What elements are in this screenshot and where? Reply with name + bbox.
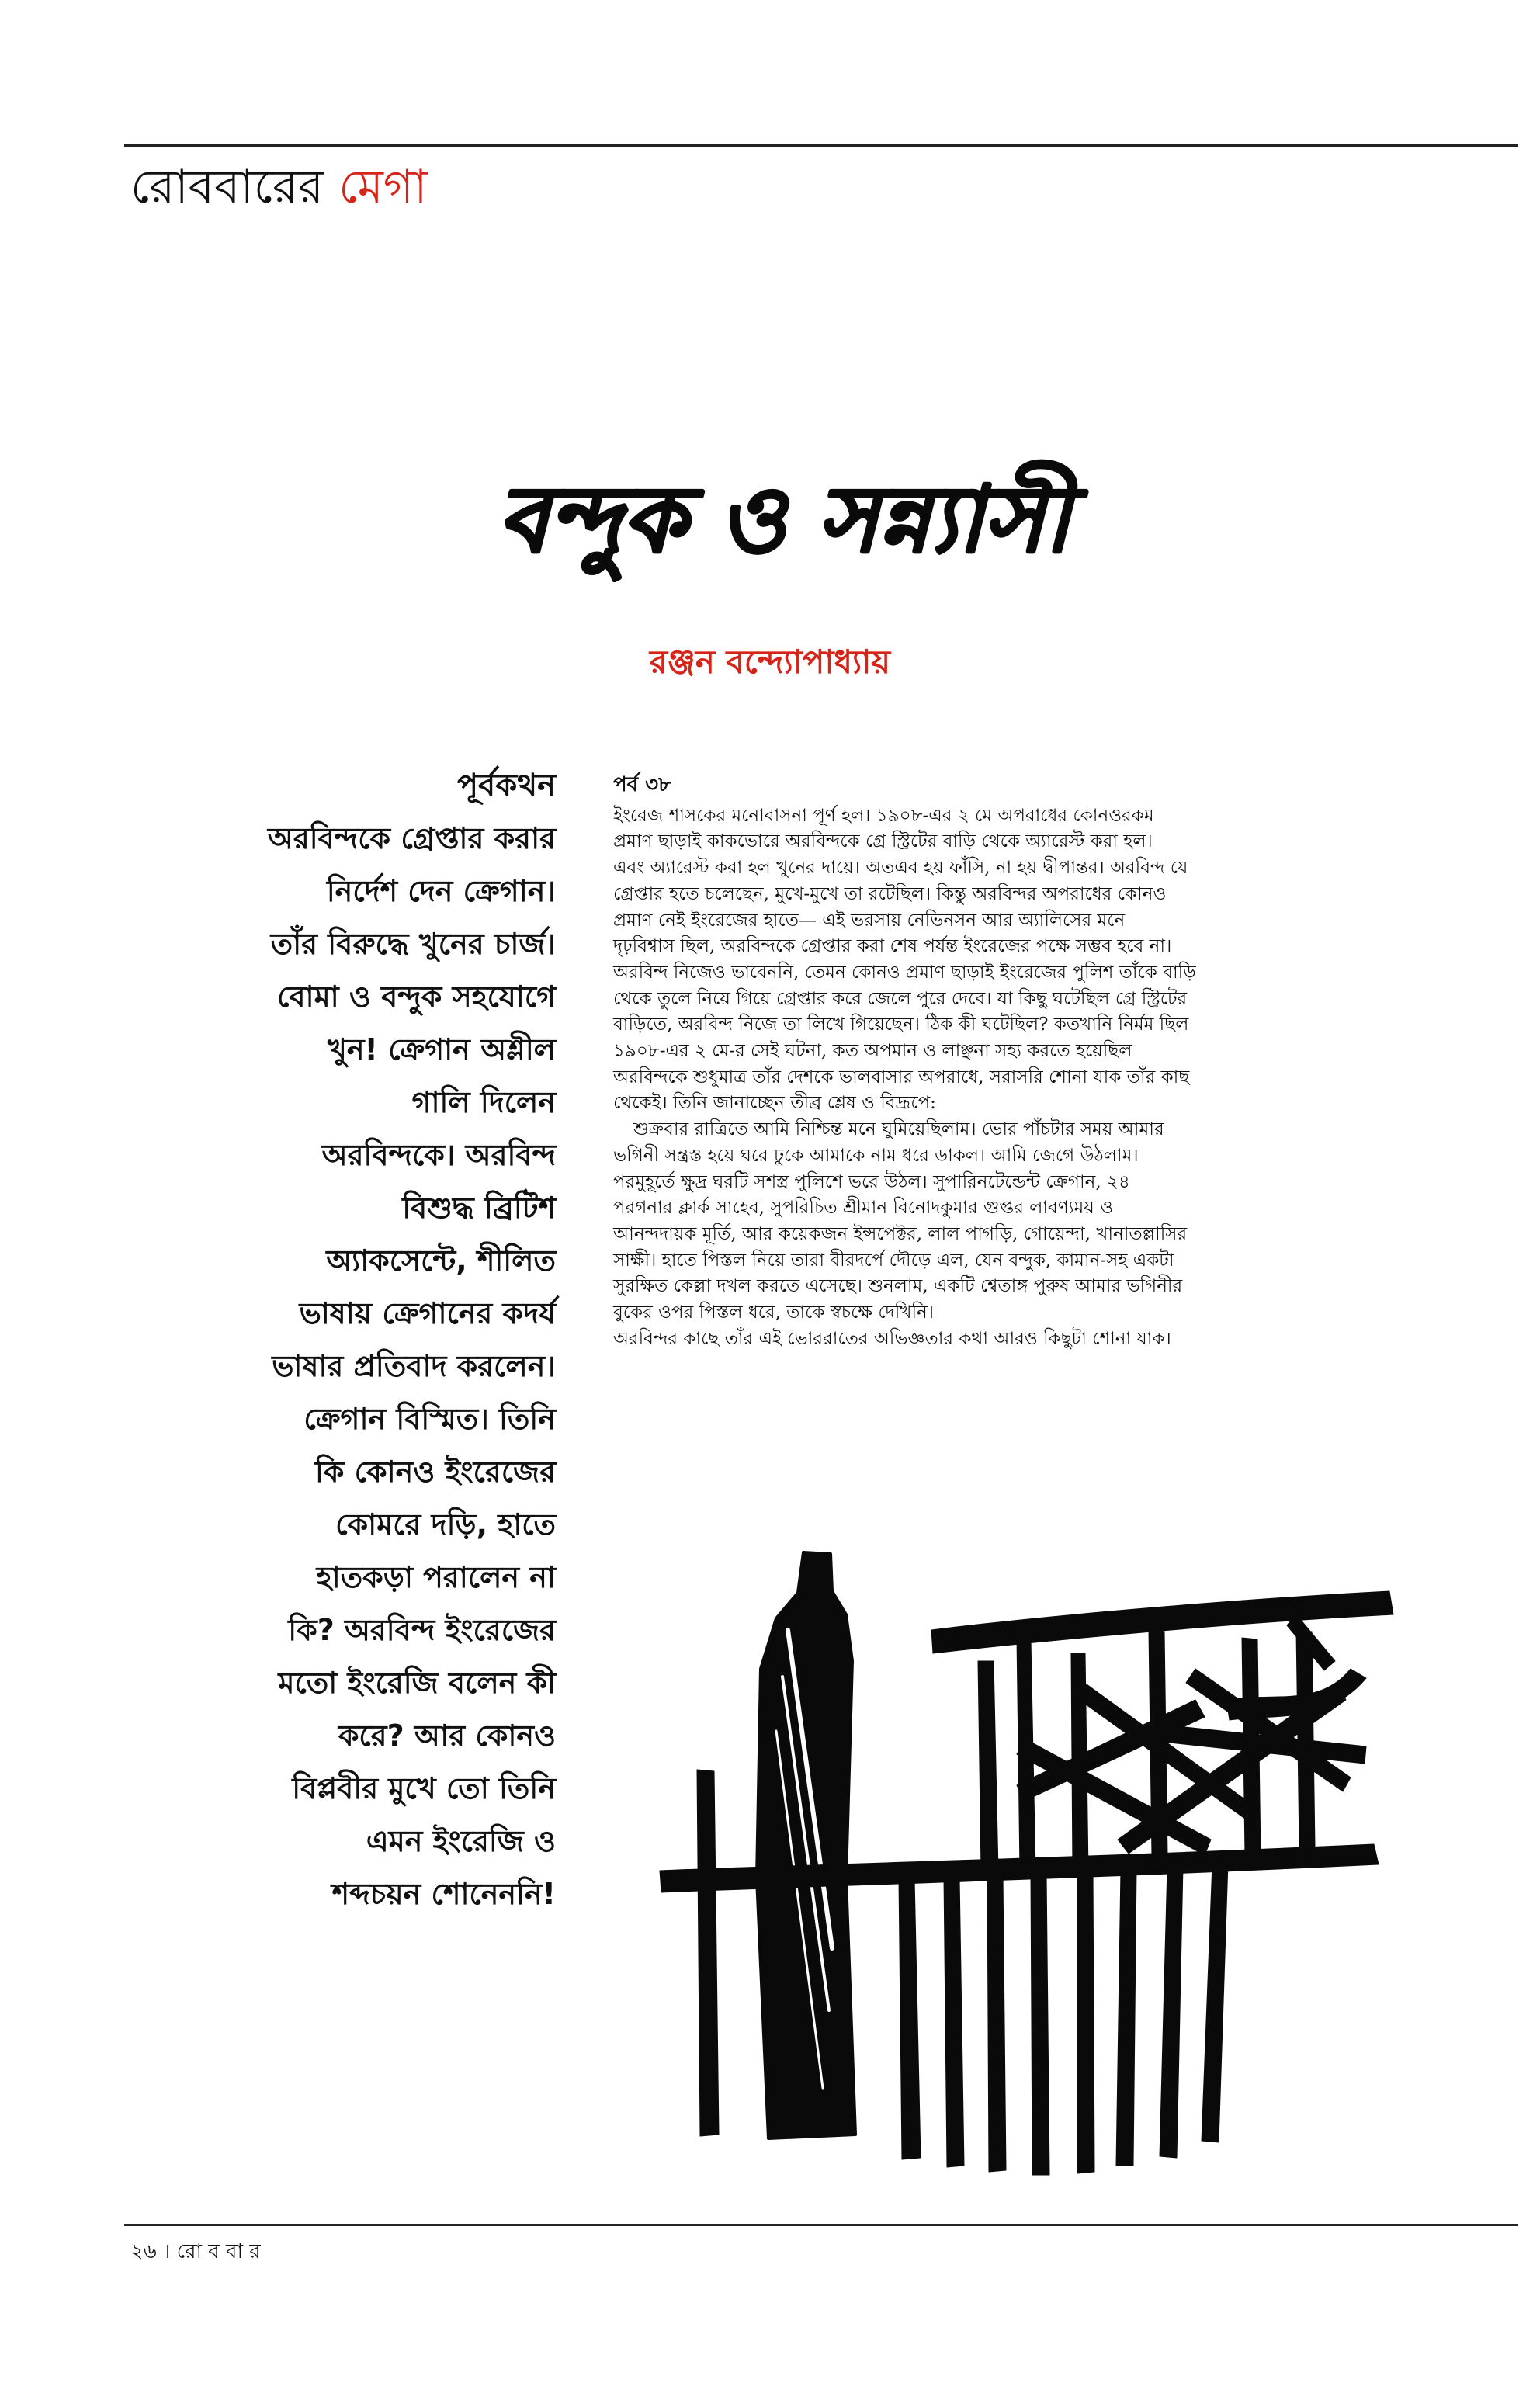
calligraphy-title-graphic: [419, 419, 1149, 613]
header-highlight: মেগা: [338, 160, 428, 214]
article-line: থেকেই। তিনি জানাচ্ছেন তীব্র শ্লেষ ও বিদ্রূপে:: [613, 1093, 936, 1114]
magazine-name: রো ব বা র: [176, 2240, 261, 2263]
pull-quote-line: নির্দেশ দেন ক্রেগান।: [326, 874, 556, 908]
article-line-quote: সাক্ষী। হাতে পিস্তল নিয়ে তারা বীরদর্পে দৌড়ে এল, যেন বন্দুক, কামান-সহ একটা: [613, 1250, 1174, 1271]
part-number: পর্ব ৩৮: [613, 773, 671, 796]
pull-quote-line: কি? অরবিন্দ ইংরেজের: [288, 1613, 556, 1647]
article-line: ইংরেজ শাসকের মনোবাসনা পূর্ণ হল। ১৯০৮-এর ২ মে অপরাধের কোনওরকম: [613, 805, 1154, 826]
article-line: দৃঢ়বিশ্বাস ছিল, অরবিন্দকে গ্রেপ্তার করা শেষ পর্যন্ত ইংরেজের পক্ষে সম্ভব হবে না।: [613, 936, 1172, 957]
article-line-quote: সুরক্ষিত কেল্লা দখল করতে এসেছে। শুনলাম, একটি শ্বেতাঙ্গ পুরুষ আমার ভগিনীর: [613, 1276, 1183, 1297]
pull-quote-line: ক্রেগান বিস্মিত। তিনি: [303, 1402, 556, 1436]
article-line: প্রমাণ ছাড়াই কাকভোরে অরবিন্দকে গ্রে স্ট্রিটের বাড়ি থেকে অ্যারেস্ট করা হল।: [613, 831, 1153, 852]
pull-quote-line: তাঁর বিরুদ্ধে খুনের চার্জ।: [270, 927, 556, 961]
title-calligraphy: [419, 419, 1149, 613]
pull-quote-line: গালি দিলেন: [411, 1085, 556, 1119]
pull-quote-line: হাতকড়া পরালেন না: [316, 1560, 556, 1594]
prison-bars-illustration: [652, 1545, 1444, 2189]
article-line: অরবিন্দ নিজেও ভাবেননি, তেমন কোনও প্রমাণ ছাড়াই ইংরেজের পুলিশ তাঁকে বাড়ি: [613, 962, 1196, 983]
pull-quote-line: কোমরে দড়ি, হাতে: [335, 1507, 556, 1542]
article-line-quote: ভগিনী সন্ত্রস্ত হয়ে ঘরে ঢুকে আমাকে নাম ধরে ডাকল। আমি জেগে উঠলাম।: [613, 1145, 1139, 1166]
pull-quote-line: শব্দচয়ন শোনেননি!: [331, 1877, 556, 1911]
section-header: [130, 159, 428, 215]
pull-quote-heading: পূর্বকথন: [456, 768, 556, 803]
pull-quote-line: করে? আর কোনও: [338, 1718, 556, 1753]
article-line: অরবিন্দকে শুধুমাত্র তাঁর দেশকে ভালবাসার অপরাধে, সরাসরি শোনা যাক তাঁর কাছ: [613, 1066, 1190, 1087]
article-line-quote: পরগনার ক্লার্ক সাহেব, সুপরিচিত শ্রীমান বিনোদকুমার গুপ্তর লাবণ্যময় ও: [613, 1198, 1113, 1219]
pull-quote-line: অরবিন্দকে। অরবিন্দ: [321, 1138, 556, 1172]
pull-quote-line: বিপ্লবীর মুখে তো তিনি: [292, 1771, 556, 1805]
header-prefix: রোববারের: [130, 160, 324, 214]
title-text: বন্দুক ও সন্ন্যাসী: [498, 466, 1070, 573]
author-name: রঞ্জন বন্দ্যোপাধ্যায়: [649, 643, 891, 681]
prison-bars-icon: [652, 1545, 1444, 2189]
pull-quote-line: অরবিন্দকে গ্রেপ্তার করার: [267, 821, 556, 855]
article-line-quote: শুক্রবার রাত্রিতে আমি নিশ্চিন্ত মনে ঘুমিয়েছিলাম। ভোর পাঁচটার সময় আমার: [633, 1119, 1164, 1140]
article-line-quote: পরমুহূর্তে ক্ষুদ্র ঘরটি সশস্ত্র পুলিশে ভরে উঠল। সুপারিনটেন্ডেন্ট ক্রেগান, ২৪: [613, 1171, 1130, 1192]
page-number: ২৬: [130, 2240, 157, 2263]
pull-quote-line: খুন! ক্রেগান অশ্লীল: [327, 1032, 556, 1066]
pull-quote-line: ভাষার প্রতিবাদ করলেন।: [272, 1349, 556, 1383]
article-line: এবং অ্যারেস্ট করা হল খুনের দায়ে। অতএব হয় ফাঁসি, না হয় দ্বীপান্তর। অরবিন্দ যে: [613, 858, 1188, 879]
pull-quote-line: বোমা ও বন্দুক সহযোগে: [276, 980, 556, 1014]
page-footer: [130, 2235, 261, 2270]
pull-quote-line: অ্যাকসেন্টে, শীলিত: [326, 1243, 556, 1278]
pull-quote-line: কি কোনও ইংরেজের: [314, 1455, 556, 1489]
bottom-rule: [124, 2224, 1518, 2226]
article-line-quote: আনন্দদায়ক মূর্তি, আর কয়েকজন ইন্সপেক্টর, লাল পাগড়ি, গোয়েন্দা, খানাতল্লাসির: [613, 1223, 1188, 1244]
article-line: প্রমাণ নেই ইংরেজের হাতে— এই ভরসায় নেভিনসন আর অ্যালিসের মনে: [613, 910, 1126, 931]
pull-quote: [124, 759, 556, 1920]
top-rule: [124, 144, 1518, 147]
pull-quote-line: এমন ইংরেজি ও: [366, 1824, 556, 1858]
article-line: অরবিন্দর কাছে তাঁর এই ভোররাতের অভিজ্ঞতার কথা আরও কিছুটা শোনা যাক।: [613, 1328, 1171, 1349]
footer-separator: ।: [163, 2240, 171, 2263]
article-line-quote: বুকের ওপর পিস্তল ধরে, তাকে স্বচক্ষে দেখিনি।: [613, 1302, 934, 1323]
article-line: থেকে তুলে নিয়ে গিয়ে গ্রেপ্তার করে জেলে পুরে দেবে। যা কিছু ঘটেছিল গ্রে স্ট্রিটের: [613, 988, 1188, 1009]
article-line: ১৯০৮-এর ২ মে-র সেই ঘটনা, কত অপমান ও লাঞ্ছনা সহ্য করতে হয়েছিল: [613, 1041, 1132, 1062]
pull-quote-line: মতো ইংরেজি বলেন কী: [278, 1666, 556, 1700]
article-line: বাড়িতে, অরবিন্দ নিজে তা লিখে গিয়েছেন। ঠিক কী ঘটেছিল? কতখানি নির্মম ছিল: [613, 1014, 1189, 1035]
article-line: গ্রেপ্তার হতে চলেছেন, মুখে-মুখে তা রটেছিল। কিন্তু অরবিন্দর অপরাধের কোনও: [613, 883, 1167, 904]
pull-quote-line: ভাষায় ক্রেগানের কদর্য: [299, 1296, 556, 1330]
article-body: [613, 772, 1483, 1352]
pull-quote-line: বিশুদ্ধ ব্রিটিশ: [402, 1191, 556, 1225]
